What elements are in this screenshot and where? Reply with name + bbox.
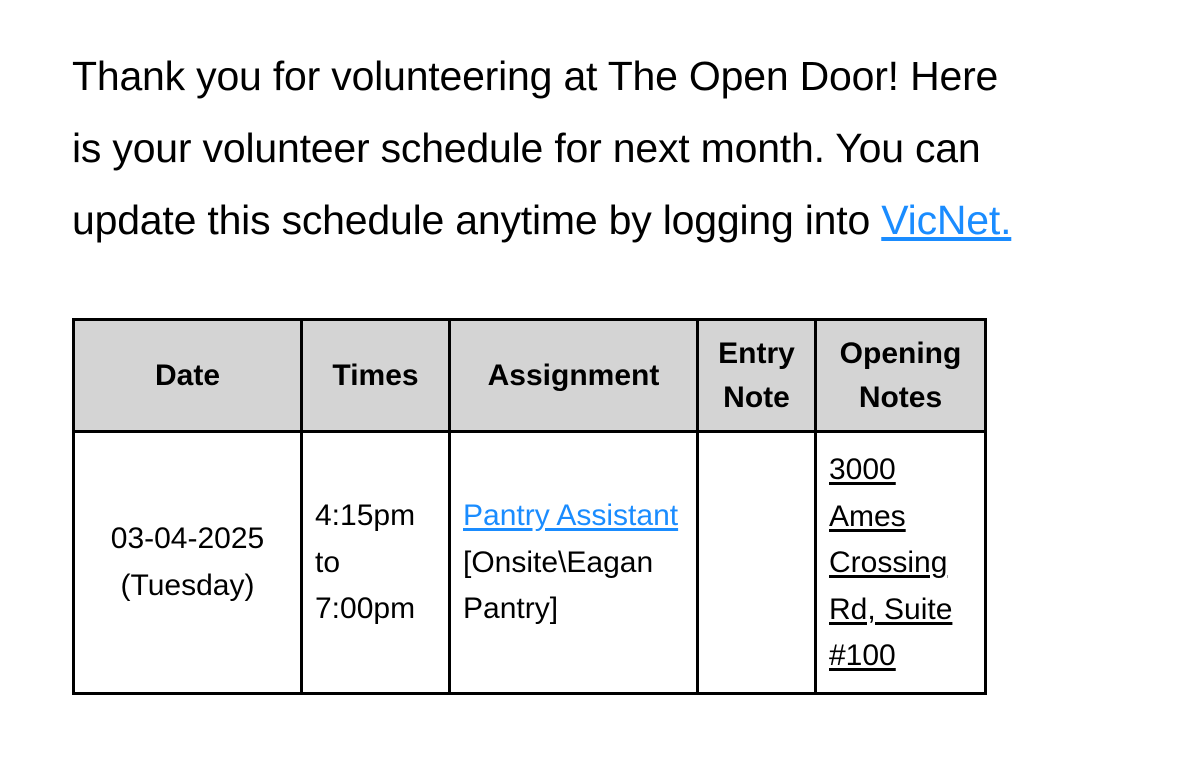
table-body — [74, 432, 986, 694]
assignment-detail: [Onsite\Eagan Pantry] — [463, 545, 654, 626]
column-header-date: Date — [74, 320, 302, 432]
assignment-link[interactable]: Pantry Assistant — [463, 499, 679, 533]
column-header-opening-notes: Opening Notes — [816, 320, 986, 432]
table-header-row — [74, 320, 986, 432]
cell-assignment — [450, 432, 698, 694]
column-header-times: Times — [302, 320, 450, 432]
table-row — [74, 432, 986, 694]
column-header-entry-note: Entry Note — [698, 320, 816, 432]
cell-opening-notes — [816, 432, 986, 694]
cell-times: 4:15pm to 7:00pm — [302, 432, 450, 694]
opening-notes-text: 3000 Ames Crossing Rd, Suite #100 — [829, 453, 953, 673]
table-header — [74, 320, 986, 432]
vicnet-link[interactable]: VicNet. — [881, 197, 1012, 244]
intro-text: Thank you for volunteering at The Open Door! Here is your volunteer schedule for next month. You can update this schedule anytime by logging into — [72, 53, 999, 244]
intro-paragraph — [72, 40, 1037, 256]
column-header-assignment: Assignment — [450, 320, 698, 432]
cell-date: 03-04-2025 (Tuesday) — [74, 432, 302, 694]
volunteer-schedule-table — [72, 318, 987, 695]
cell-entry-note — [698, 432, 816, 694]
